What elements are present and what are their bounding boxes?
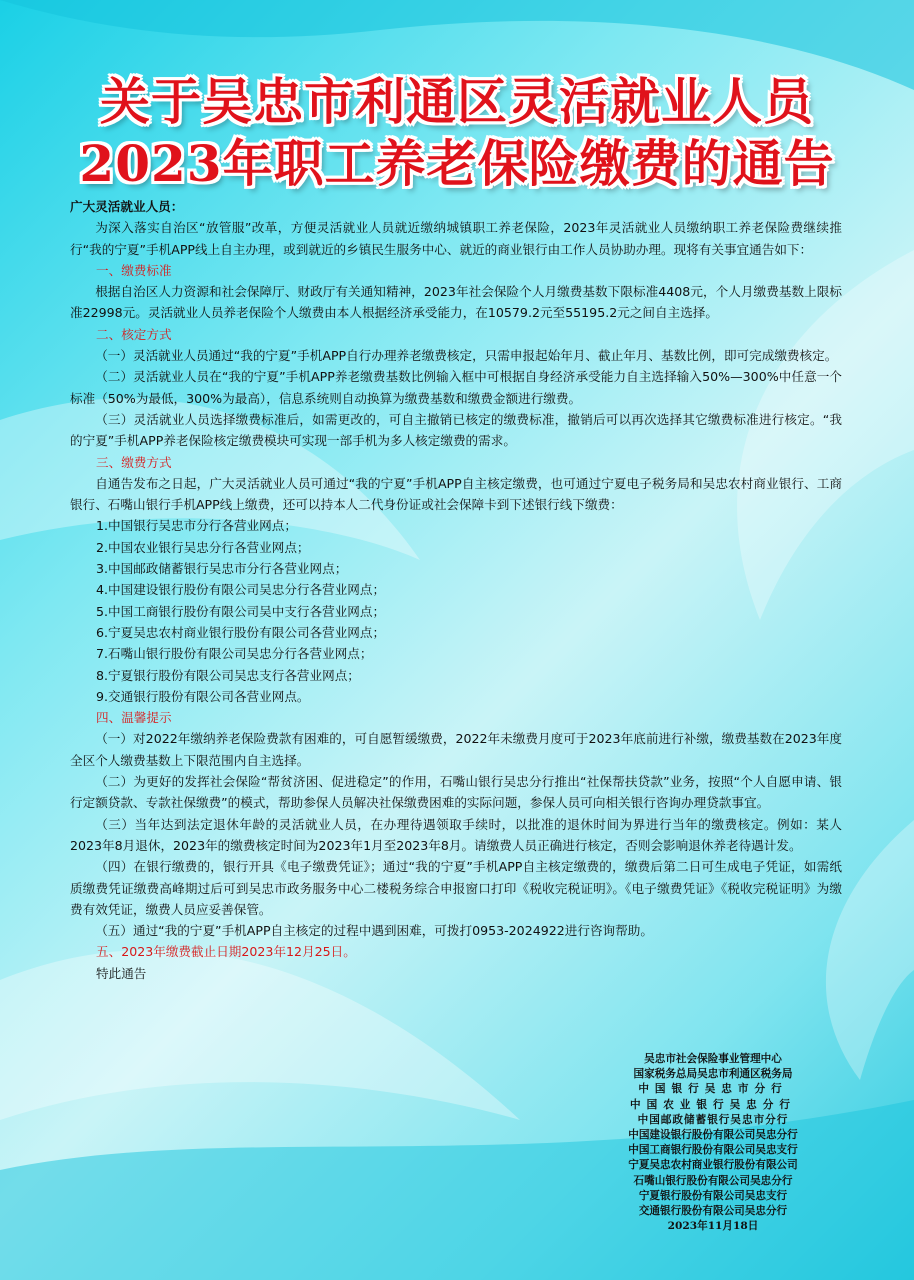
bank-list-item: 6.宁夏吴忠农村商业银行股份有限公司各营业网点； <box>96 624 386 640</box>
section-4-heading: 四、温馨提示 <box>96 710 172 726</box>
section-2-paragraph-3: （三）灵活就业人员选择缴费标准后，如需更改的，可自主撤销已核定的缴费标准，撤销后可以再次选择其它缴费标准进行核定。“我的宁夏”手机APP养老保险核定缴费模块可实现一部手机为多人核定缴费的需求。 <box>70 411 842 449</box>
signer-org: 中国邮政储蓄银行吴忠市分行 <box>637 1113 789 1126</box>
signer-org: 国家税务总局吴忠市利通区税务局 <box>633 1068 793 1081</box>
section-4-paragraph-1: （一）对2022年缴纳养老保险费款有困难的，可自愿暂缓缴费，2022年未缴费月度可于2023年底前进行补缴，缴费基数在2023年度全区个人缴费基数上下限范围内自主选择。 <box>70 731 842 768</box>
bank-list-item: 5.中国工商银行股份有限公司吴中支行各营业网点； <box>96 603 386 619</box>
signer-org: 中国农业银行吴忠分行 <box>630 1098 796 1111</box>
signer-org: 吴忠市社会保险事业管理中心 <box>644 1053 782 1065</box>
signer-org: 宁夏吴忠农村商业银行股份有限公司 <box>628 1159 798 1172</box>
title-line-2: 2023年职工养老保险缴费的通告 <box>79 134 835 193</box>
section-4-paragraph-3: （三）当年达到法定退休年龄的灵活就业人员，在办理待遇领取手续时，以批准的退休时间为界进行当年的缴费核定。例如：某人2023年8月退休，2023年的缴费核定时间为2023年1月至2023年8月。请缴费人员正确进行核定，否则会影响退休养老待遇计发。 <box>70 816 842 853</box>
bank-list-item: 3.中国邮政储蓄银行吴忠市分行各营业网点； <box>96 561 348 577</box>
notice-body <box>70 196 842 984</box>
signer-org: 石嘴山银行股份有限公司吴忠分行 <box>633 1174 793 1187</box>
section-3-paragraph: 自通告发布之日起，广大灵活就业人员可通过“我的宁夏”手机APP自主核定缴费，也可通过宁夏电子税务局和吴忠农村商业银行、工商银行、石嘴山银行手机APP线上缴费，还可以持本人二代身份证或社会保障卡到下述银行线下缴费： <box>70 475 842 513</box>
closing-text: 特此通告 <box>96 965 147 981</box>
bank-list-item: 7.石嘴山银行股份有限公司吴忠分行各营业网点； <box>96 646 373 662</box>
bank-list-item: 8.宁夏银行股份有限公司吴忠支行各营业网点； <box>96 667 360 683</box>
section-2-paragraph-1: （一）灵活就业人员通过“我的宁夏”手机APP自行办理养老缴费核定，只需申报起始年月、截止年月、基数比例，即可完成缴费核定。 <box>95 348 838 364</box>
title-line-1: 关于吴忠市利通区灵活就业人员 <box>100 72 814 131</box>
issue-date: 2023年11月18日 <box>667 1220 759 1233</box>
bank-list-item: 9.交通银行股份有限公司各营业网点。 <box>96 688 310 704</box>
section-4-paragraph-4: （四）在银行缴费的，银行开具《电子缴费凭证》；通过“我的宁夏”手机APP自主核定缴费的，缴费后第二日可生成电子凭证，如需纸质缴费凭证缴费高峰期过后可到吴忠市政务服务中心二楼税务综合申报窗口打印《税收完税证明》。《电子缴费凭证》《税收完税证明》为缴费有效凭证，缴费人员应妥善保管。 <box>70 859 842 917</box>
section-4-paragraph-2: （二）为更好的发挥社会保险“帮贫济困、促进稳定”的作用，石嘴山银行吴忠分行推出“社保帮扶贷款”业务，按照“个人自愿申请、银行定额贷款、专款社保缴费”的模式，帮助参保人员解决社保缴费困难的实际问题，参保人员可向相关银行咨询办理贷款事宜。 <box>70 774 842 811</box>
issuing-organizations <box>610 1052 816 1234</box>
section-2-heading: 二、核定方式 <box>96 326 172 342</box>
section-1-paragraph: 根据自治区人力资源和社会保障厅、财政厅有关通知精神，2023年社会保险个人月缴费基数下限标准4408元，个人月缴费基数上限标准22998元。灵活就业人员养老保险个人缴费由本人根据经济承受能力，在10579.2元至55195.2元之间自主选择。 <box>70 284 842 321</box>
signer-org: 交通银行股份有限公司吴忠分行 <box>638 1205 788 1218</box>
signer-org: 宁夏银行股份有限公司吴忠支行 <box>638 1189 788 1202</box>
signer-org: 中国银行吴忠市分行 <box>638 1083 788 1096</box>
section-4-paragraph-5: （五）通过“我的宁夏”手机APP自主核定的过程中遇到困难，可拨打0953-2024922进行咨询帮助。 <box>95 923 653 939</box>
bank-list-item: 2.中国农业银行吴忠分行各营业网点； <box>96 539 310 555</box>
section-1-heading: 一、缴费标准 <box>96 262 172 278</box>
bank-list-item: 1.中国银行吴忠市分行各营业网点； <box>96 518 297 534</box>
section-5-deadline: 五、2023年缴费截止日期2023年12月25日。 <box>96 944 356 960</box>
section-2-paragraph-2: （二）灵活就业人员在“我的宁夏”手机APP养老缴费基数比例输入框中可根据自身经济承受能力自主选择输入50%—300%中任意一个标准（50%为最低，300%为最高），信息系统则自动换算为缴费基数和缴费金额进行缴费。 <box>70 369 842 406</box>
bank-list-item: 4.中国建设银行股份有限公司吴忠分行各营业网点； <box>96 582 386 598</box>
intro-paragraph: 为深入落实自治区“放管服”改革，方便灵活就业人员就近缴纳城镇职工养老保险，2023年灵活就业人员缴纳职工养老保险费继续推行“我的宁夏”手机APP线上自主办理，或到就近的乡镇民生服务中心、就近的商业银行由工作人员协助办理。现将有关事宜通告如下： <box>70 220 842 257</box>
signer-org: 中国工商银行股份有限公司吴忠支行 <box>628 1144 798 1157</box>
section-3-heading: 三、缴费方式 <box>96 454 172 470</box>
signer-org: 中国建设银行股份有限公司吴忠分行 <box>628 1129 798 1142</box>
salutation: 广大灵活就业人员： <box>70 199 184 214</box>
